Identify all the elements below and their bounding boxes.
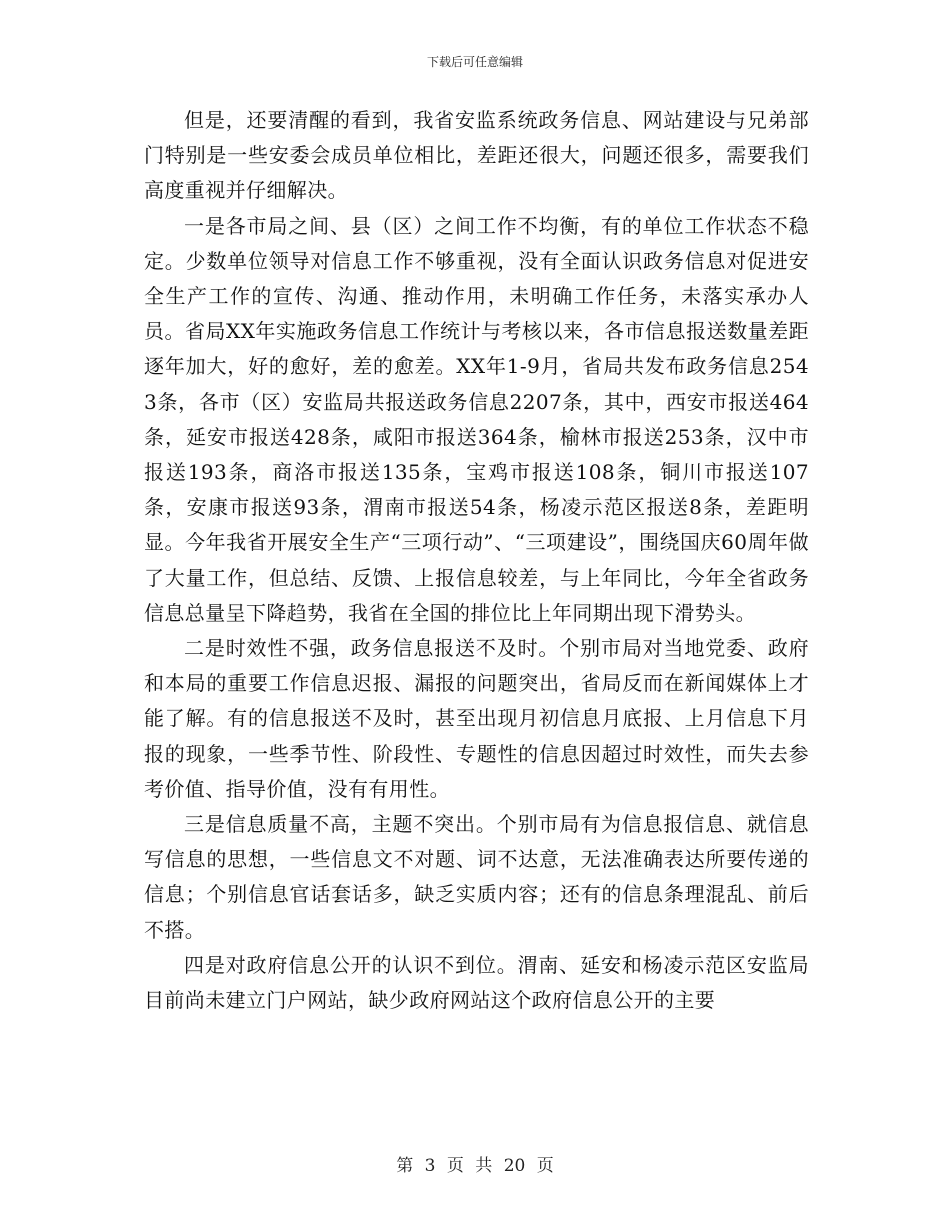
paragraph: 三是信息质量不高，主题不突出。个别市局有为信息报信息、就信息写信息的思想，一些信息文不对题、词不达意，无法准确表达所要传递的信息；个别信息官话套话多，缺乏实质内容；还有的信息条理混乱、前后不搭。 [144, 812, 809, 942]
paragraph: 但是，还要清醒的看到，我省安监系统政务信息、网站建设与兄弟部门特别是一些安委会成员单位相比，差距还很大，问题还很多，需要我们高度重视并仔细解决。 [144, 108, 809, 203]
document-body [144, 103, 809, 1018]
page-number-footer: 第 3 页 共 20 页 [396, 1156, 554, 1176]
page-header: 下载后可任意编辑 [426, 55, 523, 69]
paragraph: 四是对政府信息公开的认识不到位。渭南、延安和杨凌示范区安监局目前尚未建立门户网站，缺少政府网站这个政府信息公开的主要 [144, 952, 809, 1013]
paragraph: 一是各市局之间、县（区）之间工作不均衡，有的单位工作状态不稳定。少数单位领导对信息工作不够重视，没有全面认识政务信息对促进安全生产工作的宣传、沟通、推动作用，未明确工作任务，未落实承办人员。省局XX年实施政务信息工作统计与考核以来，各市信息报送数量差距逐年加大，好的愈好，差的愈差。XX年1-9月，省局共发布政务信息2543条，各市（区）安监局共报送政务信息2207条，其中，西安市报送464条，延安市报送428条，咸阳市报送364条，榆林市报送253条，汉中市报送193条，商洛市报送135条，宝鸡市报送108条，铜川市报送107条，安康市报送93条，渭南市报送54条，杨凌示范区报送8条，差距明显。今年我省开展安全生产“三项行动”、“三项建设”，围绕国庆60周年做了大量工作，但总结、反馈、上报信息较差，与上年同比，今年全省政务信息总量呈下降趋势，我省在全国的排位比上年同期出现下滑势头。 [144, 213, 809, 625]
paragraph: 二是时效性不强，政务信息报送不及时。个别市局对当地党委、政府和本局的重要工作信息迟报、漏报的问题突出，省局反而在新闻媒体上才能了解。有的信息报送不及时，甚至出现月初信息月底报、上月信息下月报的现象，一些季节性、阶段性、专题性的信息因超过时效性，而失去参考价值、指导价值，没有有用性。 [144, 636, 809, 801]
